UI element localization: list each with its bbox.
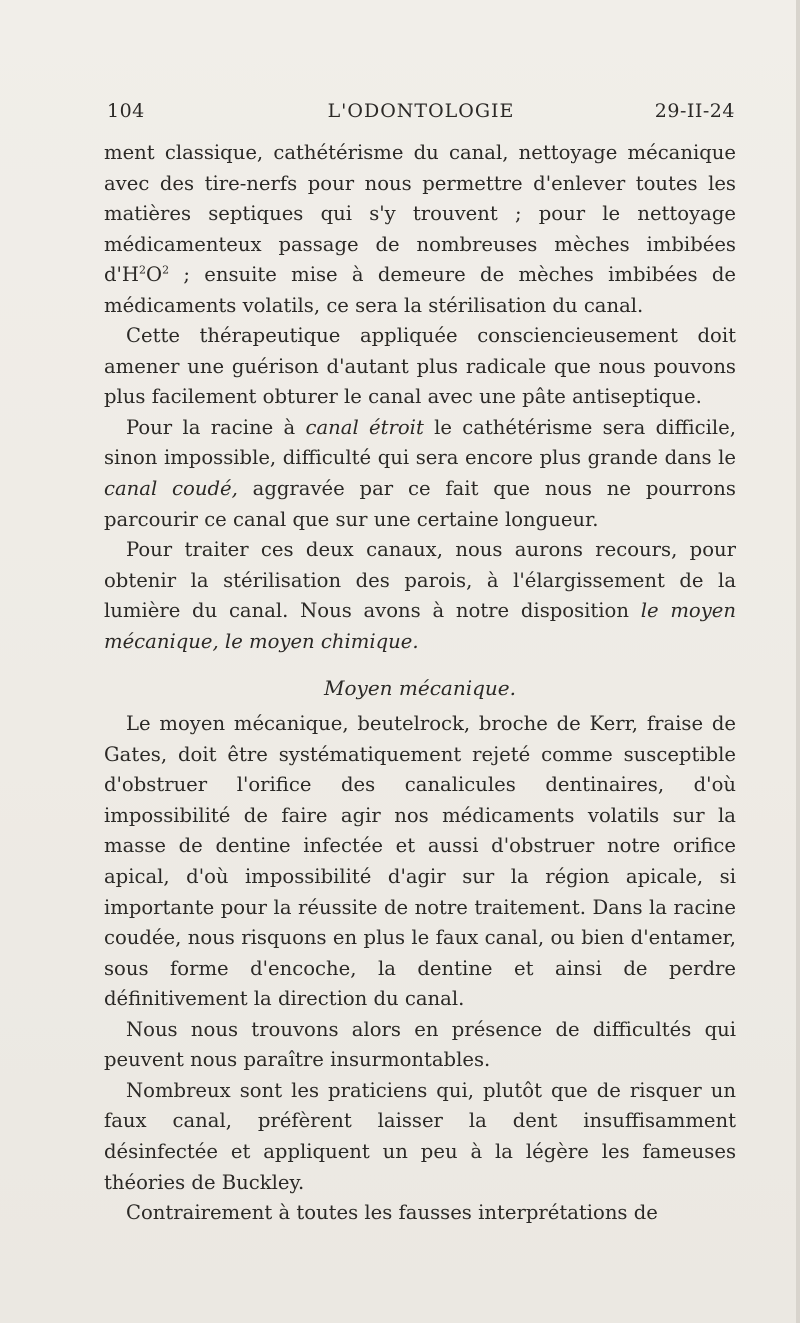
section-subheading: Moyen mécanique.	[324, 676, 516, 701]
paragraph-4	[104, 535, 736, 657]
text-run: Pour traiter ces deux canaux, nous aurons recours, pour obtenir la stérilisation des parois, à l'élargissement de la lumière du canal. Nous avons à notre disposition	[104, 538, 736, 623]
superscript: 2	[162, 263, 170, 277]
paragraph-7: Nombreux sont les praticiens qui, plutôt que de risquer un faux canal, préfèrent laisser la dent insuffisamment désinfectée et appliquent un peu à la légère les fameuses théories de Buckley.	[104, 1078, 736, 1194]
text-run: O	[146, 263, 163, 287]
paragraph-8: Contrairement à toutes les fausses interprétations de	[126, 1201, 658, 1225]
paragraph-2: Cette thérapeutique appliquée consciencieusement doit amener une guérison d'autant plus radicale que nous pouvons plus facilement obturer le canal avec une pâte antiseptique.	[104, 324, 736, 409]
paragraph-1	[104, 138, 736, 321]
italic-term: canal coudé,	[104, 477, 238, 501]
running-head	[107, 100, 735, 134]
italic-term: canal étroit	[305, 415, 424, 439]
paragraph-6: Nous nous trouvons alors en présence de difficultés qui peuvent nous paraître insurmontables.	[104, 1017, 736, 1072]
page-number: 104	[107, 100, 145, 122]
journal-title: L'ODONTOLOGIE	[327, 100, 515, 122]
text-run: Pour la racine à	[126, 415, 306, 439]
text-run: ment classique, cathétérisme du canal, nettoyage mécanique avec des tire-nerfs pour nous permettre d'enlever toutes les matières septiques qui s'y trouvent ; pour le nettoyage médicamenteux passage de nombreuses mèches imbibées d'H	[104, 141, 736, 287]
text-run: aggravée par ce fait que nous ne pourrons parcourir ce canal que sur une certaine longueur.	[104, 477, 736, 531]
body-text	[104, 138, 736, 1229]
text-run: le cathétérisme sera difficile, sinon impossible, difficulté qui sera encore plus grande dans le	[104, 415, 736, 470]
paragraph-3	[104, 413, 736, 535]
issue-date: 29-II-24	[654, 100, 735, 122]
superscript: 2	[139, 263, 147, 277]
italic-term: le moyen mécanique, le moyen chimique.	[104, 599, 736, 653]
page-edge	[796, 0, 800, 1323]
text-run: ; ensuite mise à demeure de mèches imbibées de médicaments volatils, ce sera la stérilisation du canal.	[104, 263, 736, 317]
paragraph-5: Le moyen mécanique, beutelrock, broche de Kerr, fraise de Gates, doit être systématiquement rejeté comme susceptible d'obstruer l'orifice des canalicules dentinaires, d'où impossibilité de faire agir nos médicaments volatils sur la masse de dentine infectée et aussi d'obstruer notre orifice apical, d'où impossibilité d'agir sur la région apicale, si importante pour la réussite de notre traitement. Dans la racine coudée, nous risquons en plus le faux canal, ou bien d'entamer, sous forme d'encoche, la dentine et ainsi de perdre définitivement la direction du canal.	[104, 712, 736, 1011]
